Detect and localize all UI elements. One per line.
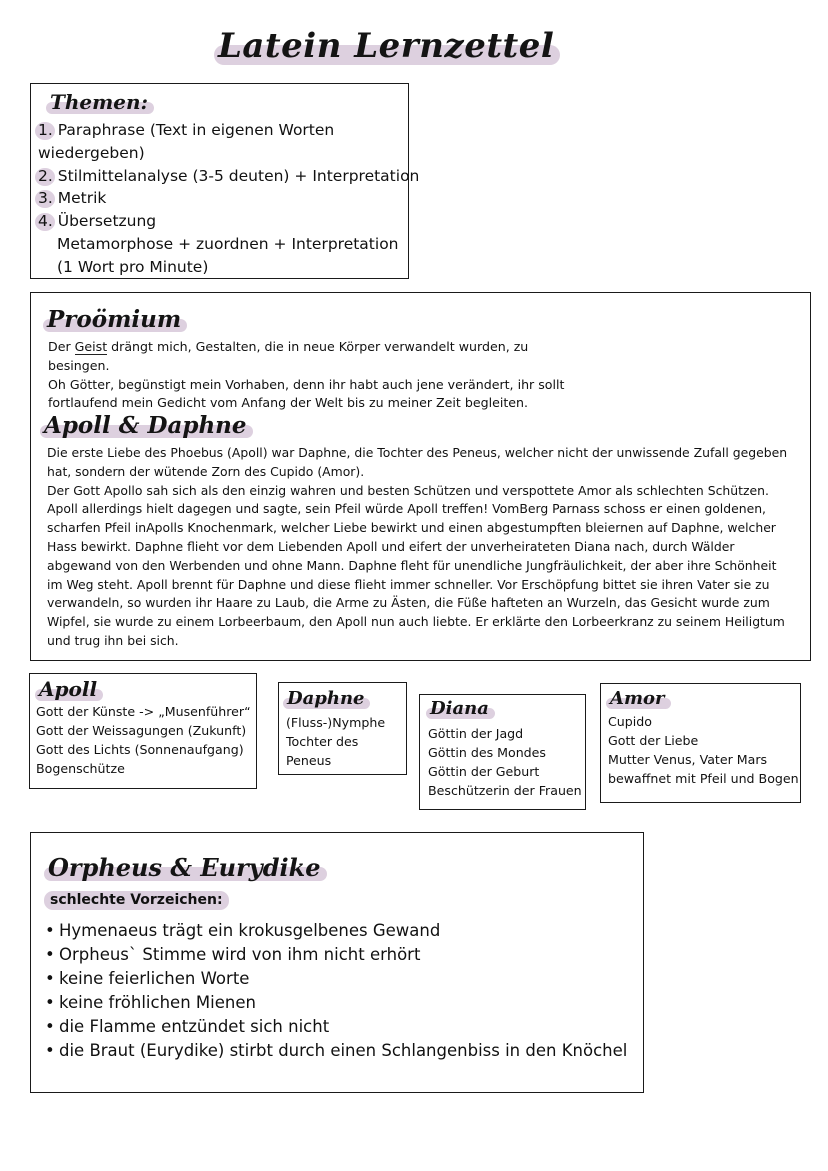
themen-heading: Themen: [50, 90, 148, 114]
list-item: • keine feierlichen Worte [45, 969, 250, 988]
prooemium-heading: Proömium [47, 306, 182, 333]
orpheus-heading: Orpheus & Eurydike [48, 853, 321, 882]
list-item: 1. Paraphrase (Text in eigenen Worten [38, 121, 335, 139]
apoll-daphne-heading: Apoll & Daphne [44, 412, 247, 439]
list-item: • die Flamme entzündet sich nicht [45, 1017, 330, 1036]
apoll-daphne-text: Die erste Liebe des Phoebus (Apoll) war Daphne, die Tochter des Peneus, welcher nicht der unwissende Zufall gegeben hat, sondern der wütende Zorn des Cupido (Amor). Der Gott Apollo sah sich als den einzig wahren und besten Schützen und verspottete Amor als schlechten Schützen. Apoll allerdings hielt dagegen und sagte, sein Pfeil würde Apoll treffen! VomBerg Parnass schoss er einen goldenen, scharfen Pfeil inApolls Knochenmark, welcher Liebe bewirkt und einen abgestumpften bleiernen auf Daphne, welcher Hass bewirkt. Daphne flieht vor dem Liebenden Apoll und eifert der unverheirateten Diana nach, durch Wälder abgewand von den Werbenden und ohne Mann. Daphne fleht für unendliche Jungfräulichkeit, der aber ihre Schönheit im Weg steht. Apoll brennt für Daphne und diese flieht immer schneller. Vor Erschöpfung bittet sie ihren Vater sie zu verwandeln, so wurden ihr Haare zu Laub, die Arme zu Ästen, die Füße hafteten an Wurzeln, das Gesicht wurde zum Wipfel, sie wurde zu einem Lorbeerbaum, den Apoll nun auch liebte. Er erklärte den Lorbeerkranz zu seinem Heiligtum und trug ihn bei sich. [47, 445, 788, 648]
card-daphne-text: (Fluss-)Nymphe Tochter des Peneus [286, 715, 386, 768]
card-apoll-heading: Apoll [39, 677, 98, 701]
list-item: • Orpheus` Stimme wird von ihm nicht erhört [45, 945, 421, 964]
list-item-extra: Metamorphose + zuordnen + Interpretation [57, 234, 399, 253]
themen-list [38, 119, 419, 279]
card-amor-text: Cupido Gott der Liebe Mutter Venus, Vater Mars bewaffnet mit Pfeil und Bogen [608, 714, 799, 786]
list-item-extra: (1 Wort pro Minute) [57, 257, 209, 276]
card-diana-text: Göttin der Jagd Göttin des Mondes Göttin der Geburt Beschützerin der Frauen [428, 726, 582, 798]
card-diana-heading: Diana [430, 698, 489, 719]
list-item: • keine fröhlichen Mienen [45, 993, 256, 1012]
prooemium-text: Der Geist drängt mich, Gestalten, die in neue Körper verwandelt wurden, zu besingen. Oh Götter, begünstigt mein Vorhaben, denn ihr habt auch jene verändert, ihr sollt fortlaufend mein Gedicht vom Anfang der Welt bis zu meiner Zeit begleiten. [48, 339, 565, 411]
orpheus-list [45, 919, 627, 1063]
list-item: 4. Übersetzung [38, 212, 157, 231]
list-item-continuation: wiedergeben) [38, 143, 145, 162]
card-apoll-text: Gott der Künste -> „Musenführer“ Gott der Weissagungen (Zukunft) Gott des Lichts (Sonnenaufgang) Bogenschütze [36, 704, 251, 776]
list-item: 3. Metrik [38, 189, 107, 208]
card-daphne-heading: Daphne [287, 688, 365, 709]
list-item: 2. Stilmittelanalyse (3-5 deuten) + Interpretation [38, 166, 420, 185]
card-amor-heading: Amor [610, 688, 665, 709]
orpheus-subheading: schlechte Vorzeichen: [50, 892, 223, 908]
list-item: • die Braut (Eurydike) stirbt durch einen Schlangenbiss in den Knöchel [45, 1041, 628, 1060]
page-title: Latein Lernzettel [218, 26, 555, 66]
list-item: • Hymenaeus trägt ein krokusgelbenes Gewand [45, 921, 441, 940]
